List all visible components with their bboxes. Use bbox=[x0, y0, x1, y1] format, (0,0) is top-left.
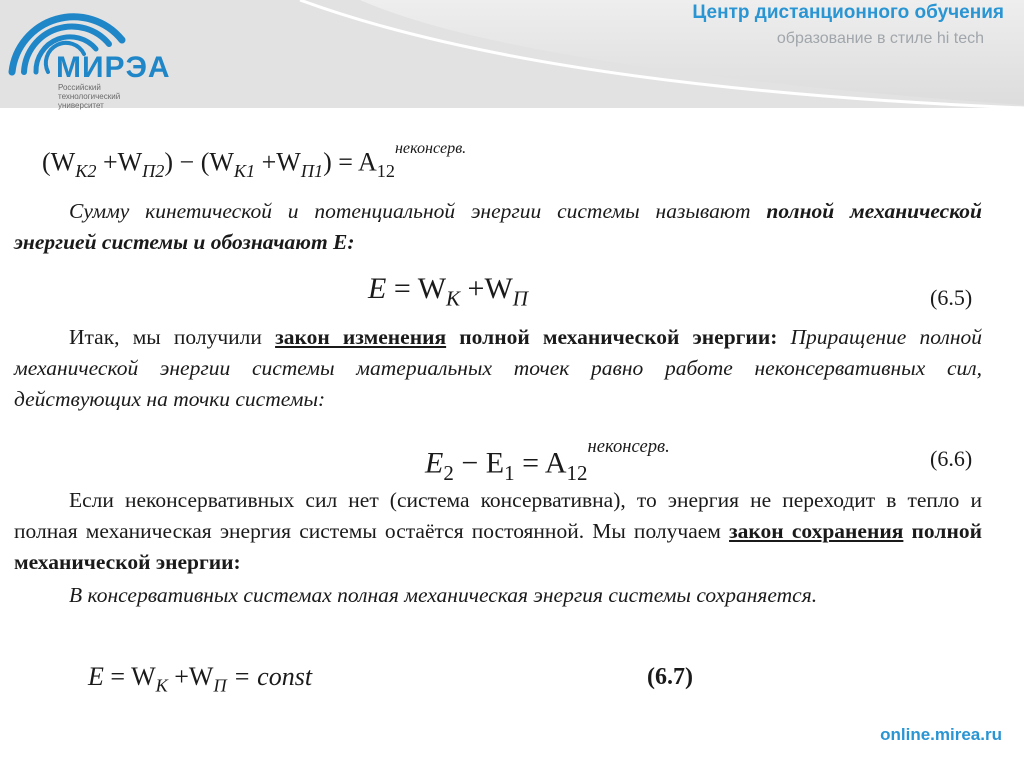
center-subtitle: образование в стиле hi tech bbox=[776, 30, 984, 47]
equation-work: $(W_{K2} +W_{П2}) - (W_{K1} +W_{П1}) = A_{12}^{неконсерв.}$ bbox=[42, 140, 467, 182]
paragraph-conservation-statement: В консервативных системах полная механическая энергия системы сохраняется. bbox=[69, 583, 818, 607]
logo-name: МИРЭА bbox=[56, 51, 171, 84]
paragraph-energy-change-law: Итак, мы получили закон изменения полной механической энергии: Приращение полной механической энергии системы материальных точек равно работе неконсервативных сил, действующих на точки системы: bbox=[14, 325, 982, 411]
equation-6-6: $E_2 - E_1 = A_{12}^{неконсерв.}$ bbox=[425, 436, 670, 485]
paragraph-conservative-system: Если неконсервативных сил нет (система консервативна), то энергия не переходит в тепло и полная механическая энергия системы остаётся постоянной. Мы получаем закон сохранения полной механической энергии: bbox=[14, 488, 982, 574]
equation-6-7: $E = W_K +W_П$ = const bbox=[88, 662, 313, 696]
center-title: Центр дистанционного обучения bbox=[692, 2, 1004, 23]
equation-number-6-5: (6.5) bbox=[930, 285, 973, 310]
footer-url[interactable]: online.mirea.ru bbox=[880, 725, 1002, 744]
logo-subtitle: Российский технологический университет bbox=[58, 83, 121, 110]
mirea-logo bbox=[4, 4, 184, 114]
equation-6-5: $E = W_K +W_П$ bbox=[368, 272, 528, 311]
equation-number-6-7: (6.7) bbox=[647, 664, 693, 690]
equation-number-6-6: (6.6) bbox=[930, 446, 973, 471]
paragraph-total-energy-definition: Сумму кинетической и потенциальной энергии системы называют полной механической энергией системы и обозначают Е: bbox=[14, 199, 982, 254]
